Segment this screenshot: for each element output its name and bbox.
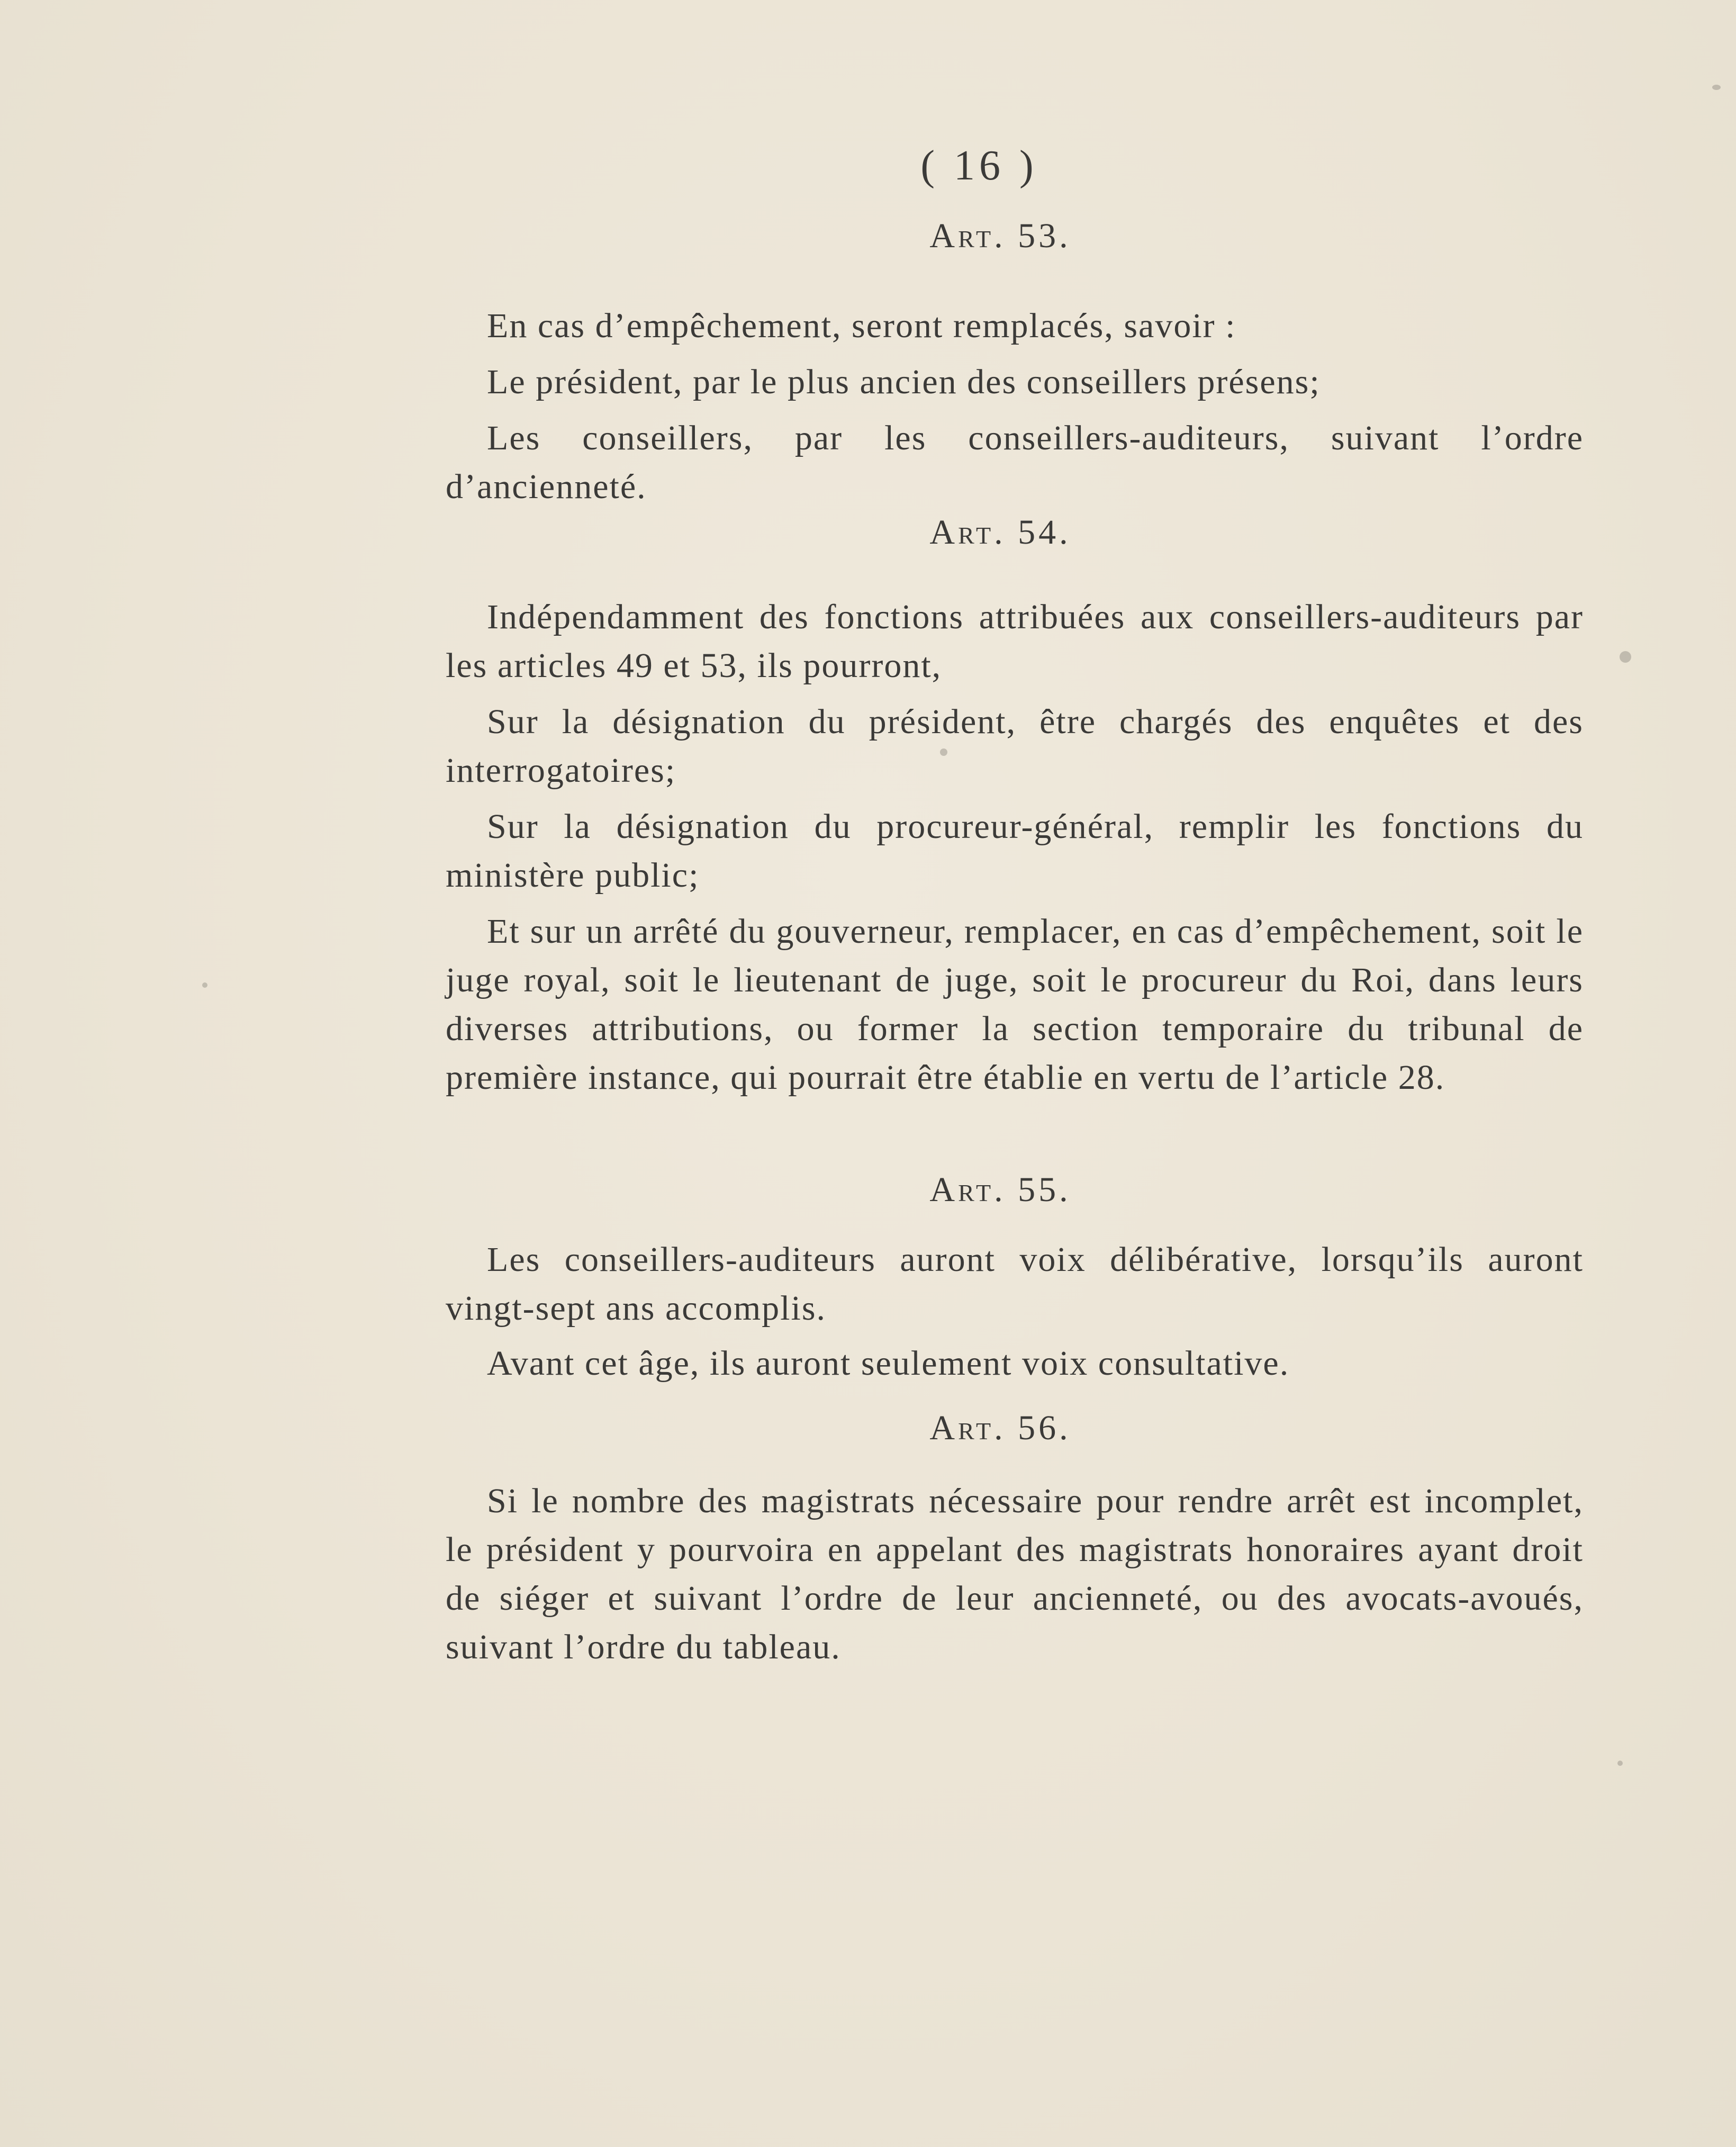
article-55-heading: Art. 55.	[929, 1170, 1071, 1209]
paper-speck	[202, 982, 207, 988]
article-54-paragraph-3: Sur la désignation du procureur-général, remplir les fonctions du ministère public;	[446, 807, 1584, 895]
article-56-heading: Art. 56.	[929, 1409, 1071, 1447]
article-53-paragraph-3: Les conseillers, par les conseillers-auditeurs, suivant l’ordre d’ancienneté.	[446, 419, 1584, 506]
article-55-paragraph-1: Les conseillers-auditeurs auront voix délibérative, lorsqu’ils auront vingt-sept ans accomplis.	[446, 1240, 1584, 1328]
article-55-paragraph-2: Avant cet âge, ils auront seulement voix consultative.	[487, 1344, 1290, 1383]
paper-speck	[940, 748, 947, 756]
paper-speck	[1712, 85, 1721, 90]
page-number: ( 16 )	[920, 142, 1038, 189]
article-54-paragraph-2: Sur la désignation du président, être chargés des enquêtes et des interrogatoires;	[446, 702, 1584, 790]
article-54-paragraph-4: Et sur un arrêté du gouverneur, remplacer, en cas d’empêchement, soit le juge royal, soit le lieutenant de juge, soit le procureur du Roi, dans leurs diverses attributions, ou former la section temporaire du tribunal de première instance, qui pourrait être établie en vertu de l’article 28.	[446, 912, 1584, 1097]
paper-speck	[1617, 1761, 1623, 1766]
article-56-paragraph-1: Si le nombre des magistrats nécessaire pour rendre arrêt est incomplet, le président y pourvoira en appelant des magistrats honoraires ayant droit de siéger et suivant l’ordre de leur ancienneté, ou des avocats-avoués, suivant l’ordre du tableau.	[446, 1482, 1584, 1666]
article-53-paragraph-1: En cas d’empêchement, seront remplacés, savoir :	[487, 306, 1236, 345]
article-53-paragraph-2: Le président, par le plus ancien des conseillers présens;	[487, 363, 1321, 401]
article-54-heading: Art. 54.	[929, 513, 1071, 552]
paper-speck	[1620, 651, 1631, 663]
article-53-heading: Art. 53.	[929, 216, 1071, 255]
article-54-paragraph-1: Indépendamment des fonctions attribuées aux conseillers-auditeurs par les articles 49 et 53, ils pourront,	[446, 598, 1584, 685]
